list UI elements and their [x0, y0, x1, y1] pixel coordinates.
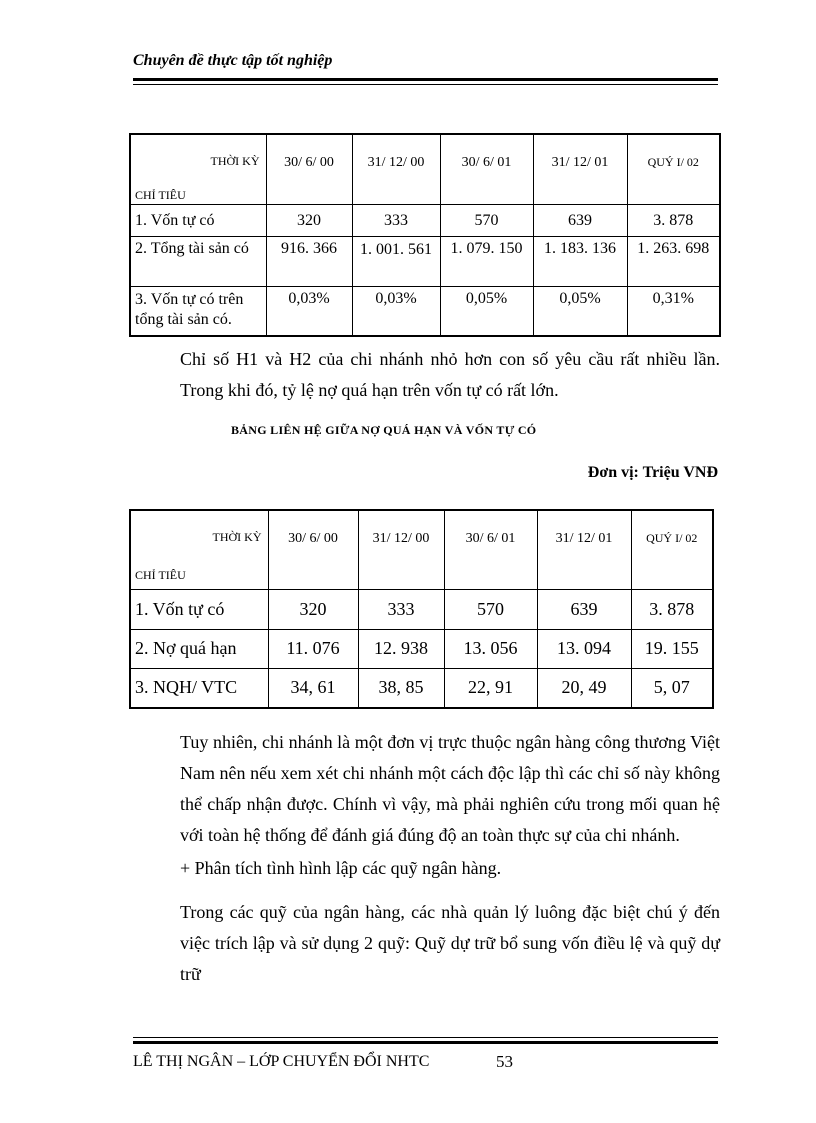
footer-author: LÊ THỊ NGÂN – LỚP CHUYỂN ĐỔI NHTC [133, 1053, 430, 1070]
table-cell: 1. 079. 150 [440, 236, 533, 286]
row-label: 2. Tổng tài sản có [130, 236, 266, 286]
page-number: 53 [496, 1052, 513, 1071]
table-cell: 320 [268, 589, 358, 629]
table-row [130, 204, 720, 236]
table-cell: 1. 183. 136 [533, 236, 627, 286]
table-cell: 12. 938 [358, 629, 444, 668]
page-header-title: Chuyên đề thực tập tốt nghiệp [133, 52, 333, 69]
column-header: QUÝ I/ 02 [627, 134, 720, 204]
table-cell: 3. 878 [627, 204, 720, 236]
table-row [130, 236, 720, 286]
header-divider [133, 78, 718, 81]
row-label: 2. Nợ quá hạn [130, 629, 268, 668]
paragraph-text: Tuy nhiên, chi nhánh là một đơn vị trực thuộc ngân hàng công thương Việt Nam nên nếu xem xét chi nhánh một cách độc lập thì các chỉ số này không thể chấp nhận được. Chính vì vậy, mà phải nghiên cứu trong mối quan hệ với toàn hệ thống để đánh giá đúng độ an toàn thực sự của chi nhánh. [180, 732, 720, 845]
overdue-debt-table [129, 509, 714, 709]
column-header: 30/ 6/ 01 [440, 134, 533, 204]
body-paragraph [136, 727, 720, 851]
table-cell: 570 [440, 204, 533, 236]
column-header: 30/ 6/ 00 [266, 134, 352, 204]
table-cell: 20, 49 [537, 668, 631, 708]
table-cell: 0,05% [533, 286, 627, 336]
table-cell: 333 [352, 204, 440, 236]
table-cell: 19. 155 [631, 629, 713, 668]
table-cell: 320 [266, 204, 352, 236]
table-cell: 916. 366 [266, 236, 352, 286]
table-cell: 0,03% [352, 286, 440, 336]
body-paragraph [136, 344, 720, 406]
table-cell: 13. 094 [537, 629, 631, 668]
table-corner-cell [130, 134, 266, 204]
table-row [130, 286, 720, 336]
table-cell: 34, 61 [268, 668, 358, 708]
corner-period-label: THỜI KỲ [210, 154, 260, 168]
footer-divider-thin [133, 1037, 718, 1038]
footer-divider [133, 1041, 718, 1044]
column-header: 30/ 6/ 01 [444, 510, 537, 589]
table-cell: 5, 07 [631, 668, 713, 708]
corner-indicator-label: CHỈ TIÊU [135, 188, 186, 202]
table-row [130, 629, 713, 668]
corner-period-label: THỜI KỲ [212, 530, 262, 544]
column-header: 31/ 12/ 00 [358, 510, 444, 589]
table-cell: 0,05% [440, 286, 533, 336]
table-row [130, 589, 713, 629]
table-cell: 570 [444, 589, 537, 629]
table-cell: 22, 91 [444, 668, 537, 708]
table-cell: 1. 263. 698 [627, 236, 720, 286]
unit-label: Đơn vị: Triệu VNĐ [587, 464, 718, 481]
column-header: 30/ 6/ 00 [268, 510, 358, 589]
header-divider-thin [133, 84, 718, 85]
column-header: 31/ 12/ 01 [537, 510, 631, 589]
column-header: 31/ 12/ 00 [352, 134, 440, 204]
table-corner-cell [130, 510, 268, 589]
paragraph-text: Trong các quỹ của ngân hàng, các nhà quản lý luông đặc biệt chú ý đến việc trích lập và sử dụng 2 quỹ: Quỹ dự trữ bổ sung vốn điều lệ và quỹ dự trữ [180, 902, 720, 984]
row-label: 3. NQH/ VTC [130, 668, 268, 708]
row-label: 3. Vốn tự có trên tổng tài sản có. [130, 286, 266, 336]
table-cell: 0,03% [266, 286, 352, 336]
table-cell: 11. 076 [268, 629, 358, 668]
row-label: 1. Vốn tự có [130, 589, 268, 629]
table-cell: 639 [533, 204, 627, 236]
column-header: QUÝ I/ 02 [631, 510, 713, 589]
table-cell: 333 [358, 589, 444, 629]
body-paragraph [136, 853, 720, 884]
table-row [130, 668, 713, 708]
table-cell: 639 [537, 589, 631, 629]
corner-indicator-label: CHỈ TIÊU [135, 568, 186, 582]
table-cell: 1. 001. 561 [352, 236, 440, 286]
row-label: 1. Vốn tự có [130, 204, 266, 236]
table-title: BẢNG LIÊN HỆ GIỮA NỢ QUÁ HẠN VÀ VỐN TỰ CÓ [231, 423, 537, 437]
capital-ratio-table [129, 133, 721, 337]
paragraph-text: + Phân tích tình hình lập các quỹ ngân hàng. [180, 858, 502, 878]
table-cell: 38, 85 [358, 668, 444, 708]
table-cell: 0,31% [627, 286, 720, 336]
table-cell: 13. 056 [444, 629, 537, 668]
table-cell: 3. 878 [631, 589, 713, 629]
paragraph-text: Chỉ số H1 và H2 của chi nhánh nhỏ hơn con số yêu cầu rất nhiều lần. Trong khi đó, tỷ lệ nợ quá hạn trên vốn tự có rất lớn. [180, 349, 720, 400]
column-header: 31/ 12/ 01 [533, 134, 627, 204]
body-paragraph [136, 897, 720, 990]
